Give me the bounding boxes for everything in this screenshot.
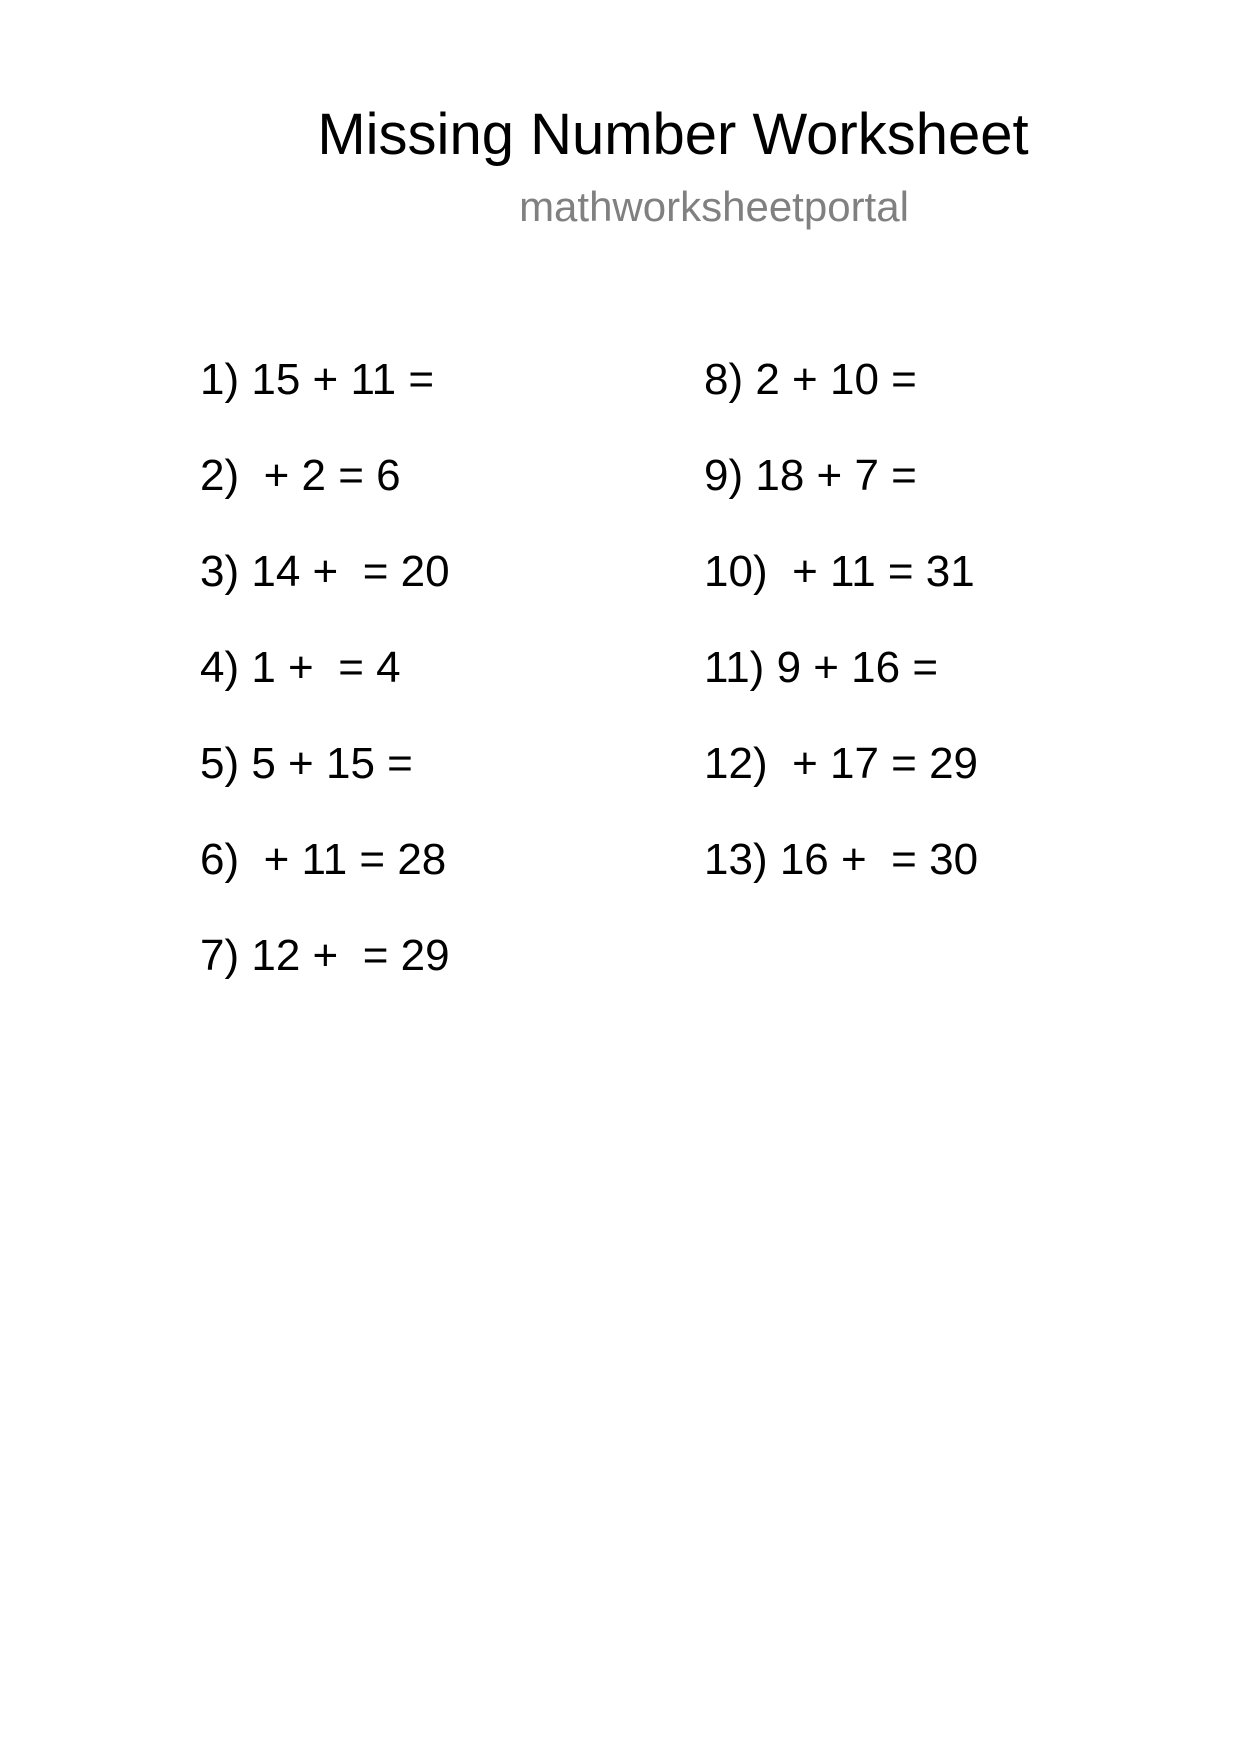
problem-after: + 11 = 31 xyxy=(792,547,975,596)
problem-number: 5) xyxy=(200,739,240,788)
problem-5 xyxy=(200,734,450,830)
problem-before: 14 + xyxy=(251,547,339,596)
problem-number: 4) xyxy=(200,643,240,692)
worksheet-subtitle: mathworksheetportal xyxy=(519,183,909,230)
problem-number: 13) xyxy=(704,835,768,884)
problem-number: 7) xyxy=(200,931,240,980)
problem-1 xyxy=(200,350,450,446)
problem-6 xyxy=(200,830,450,926)
problem-before: 2 + 10 = xyxy=(755,355,917,404)
problem-7 xyxy=(200,926,450,1022)
problem-before: 5 + 15 = xyxy=(251,739,413,788)
worksheet-title: Missing Number Worksheet xyxy=(317,102,1029,167)
problem-number: 3) xyxy=(200,547,240,596)
problem-before: 15 + 11 = xyxy=(251,355,435,404)
problems-left-column xyxy=(200,350,450,1022)
problem-number: 2) xyxy=(200,451,240,500)
problem-before: 9 + 16 = xyxy=(776,643,939,692)
problem-number: 10) xyxy=(704,547,768,596)
problems-right-column xyxy=(704,350,978,926)
problem-before: 12 + xyxy=(251,931,339,980)
problem-13 xyxy=(704,830,978,926)
problem-number: 8) xyxy=(704,355,744,404)
problem-4 xyxy=(200,638,450,734)
problem-after: = 29 xyxy=(362,931,450,980)
problem-before: 16 + xyxy=(779,835,867,884)
problem-9 xyxy=(704,446,978,542)
problem-12 xyxy=(704,734,978,830)
problem-8 xyxy=(704,350,978,446)
problem-number: 1) xyxy=(200,355,240,404)
problem-number: 11) xyxy=(704,643,765,692)
problem-after: = 30 xyxy=(891,835,979,884)
problem-after: + 2 = 6 xyxy=(263,451,401,500)
problem-3 xyxy=(200,542,450,638)
problem-before: 18 + 7 = xyxy=(755,451,917,500)
problem-number: 6) xyxy=(200,835,240,884)
problem-number: 12) xyxy=(704,739,768,788)
problem-after: = 4 xyxy=(338,643,401,692)
problem-2 xyxy=(200,446,450,542)
problem-after: + 11 = 28 xyxy=(263,835,447,884)
problem-after: = 20 xyxy=(362,547,450,596)
problem-11 xyxy=(704,638,978,734)
problem-number: 9) xyxy=(704,451,744,500)
problem-after: + 17 = 29 xyxy=(792,739,979,788)
problem-before: 1 + xyxy=(251,643,314,692)
problem-10 xyxy=(704,542,978,638)
